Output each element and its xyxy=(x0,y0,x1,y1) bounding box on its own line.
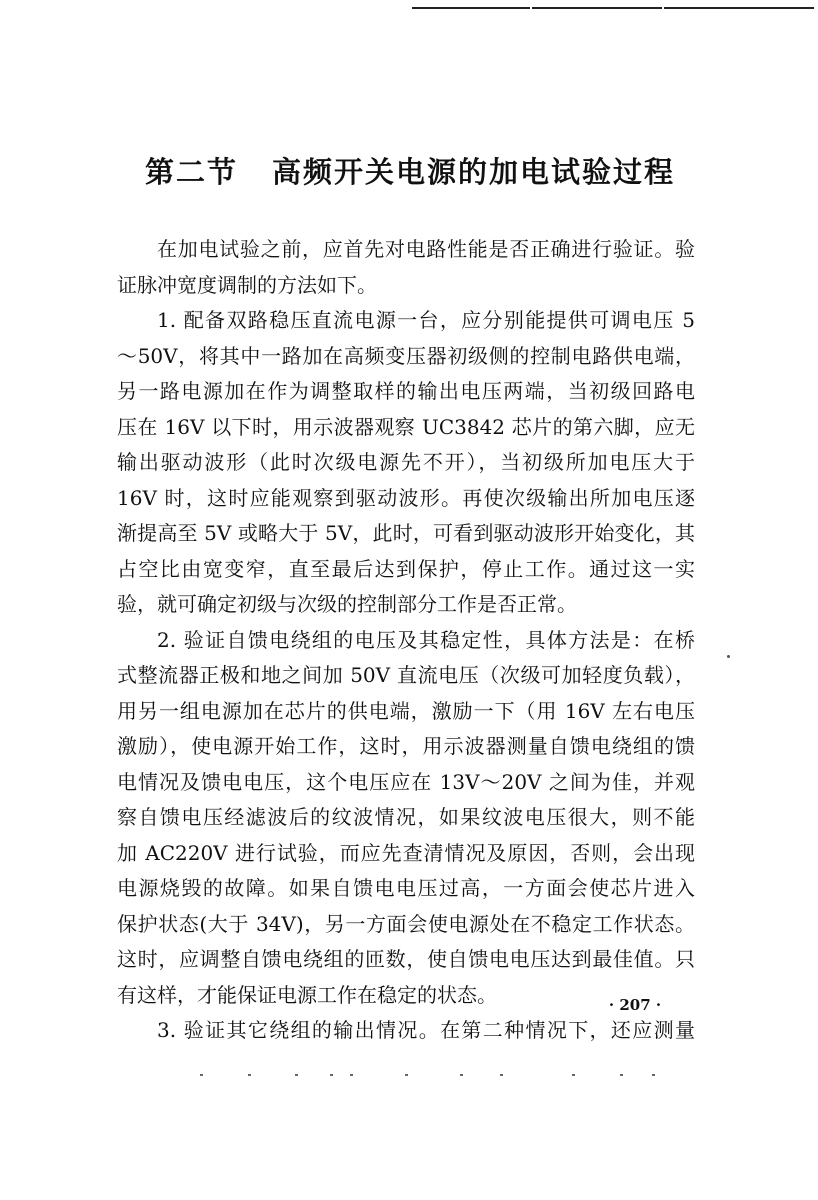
top-rule-left xyxy=(412,7,530,9)
text-line: ～50V，将其中一路加在高频变压器初级侧的控制电路供电端， xyxy=(117,343,695,368)
text-line: 加 AC220V 进行试验，而应先查清情况及原因，否则，会出现 xyxy=(117,840,695,865)
text-line: 输出驱动波形（此时次级电源先不开），当初级所加电压大于 xyxy=(117,450,695,474)
text-line: 16V 时，这时应能观察到驱动波形。再使次级输出所加电压逐 xyxy=(117,485,695,510)
top-rule-mid xyxy=(532,7,662,9)
text-line: 有这样，才能保证电源工作在稳定的状态。 xyxy=(117,982,497,1007)
text-line: 保护状态(大于 34V)，另一方面会使电源处在不稳定工作状态。 xyxy=(117,911,695,936)
text-line: 压在 16V 以下时，用示波器观察 UC3842 芯片的第六脚，应无 xyxy=(117,414,695,439)
section-number: 第二节 xyxy=(144,155,238,189)
text-line: 在加电试验之前，应首先对电路性能是否正确进行验证。验 xyxy=(157,237,695,261)
text-line: 这时，应调整自馈电绕组的匝数，使自馈电电压达到最佳值。只 xyxy=(117,947,695,971)
section-heading xyxy=(110,150,710,191)
text-line: 察自馈电压经滤波后的纹波情况，如果纹波电压很大，则不能 xyxy=(117,805,695,829)
text-line: 渐提高至 5V 或略大于 5V，此时，可看到驱动波形开始变化，其 xyxy=(117,521,695,545)
text-line: 证脉冲宽度调制的方法如下。 xyxy=(117,272,377,297)
text-line: 式整流器正极和地之间加 50V 直流电压（次级可加轻度负载）， xyxy=(117,663,695,687)
text-line: 电源烧毁的故障。如果自馈电电压过高，一方面会使芯片进入 xyxy=(117,876,695,900)
text-line: 用另一组电源加在芯片的供电端，激励一下（用 16V 左右电压 xyxy=(117,698,695,723)
section-title: 高频开关电源的加电试验过程 xyxy=(272,155,676,189)
body-text xyxy=(117,232,695,1049)
text-line: 激励），使电源开始工作，这时，用示波器测量自馈电绕组的馈 xyxy=(117,734,695,758)
text-line: 另一路电源加在作为调整取样的输出电压两端，当初级回路电 xyxy=(117,379,695,403)
scan-bleed-through xyxy=(200,1074,660,1080)
top-rule-right xyxy=(664,7,814,9)
text-line: 验，就可确定初级与次级的控制部分工作是否正常。 xyxy=(117,592,577,616)
text-line: 占空比由宽变窄，直至最后达到保护，停止工作。通过这一实 xyxy=(117,556,695,581)
text-line: 3. 验证其它绕组的输出情况。在第二种情况下，还应测量 xyxy=(157,1018,695,1042)
text-line: 电情况及馈电电压，这个电压应在 13V～20V 之间为佳，并观 xyxy=(117,769,695,794)
page-number: · 207 · xyxy=(608,996,662,1014)
scan-speck xyxy=(727,655,730,658)
text-line: 1. 配备双路稳压直流电源一台，应分别能提供可调电压 5 xyxy=(157,308,695,332)
text-line: 2. 验证自馈电绕组的电压及其稳定性，具体方法是：在桥 xyxy=(157,627,695,652)
